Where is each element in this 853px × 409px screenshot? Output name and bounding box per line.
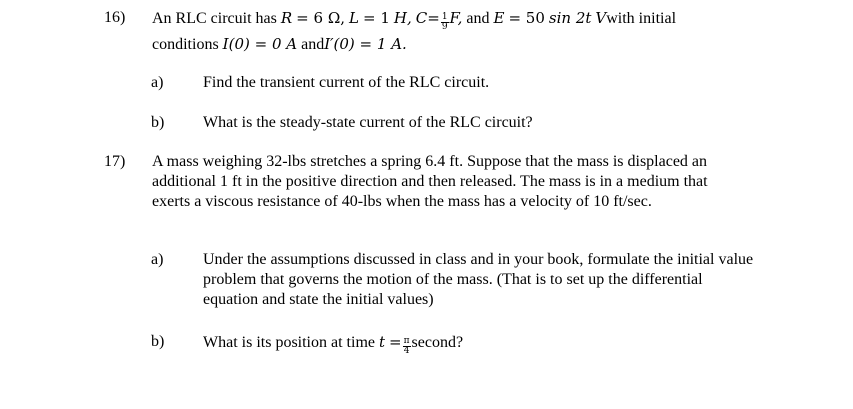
- q17-t-equals: =: [389, 333, 402, 351]
- q16-R-value: = 6 Ω,: [296, 9, 346, 27]
- q16-V-symbol: V: [595, 9, 607, 27]
- q16-with-initial: with initial: [606, 10, 677, 27]
- q16-and: and: [466, 10, 490, 27]
- q16-C-denominator: 9: [441, 22, 448, 32]
- q17-t-symbol: t: [378, 333, 386, 351]
- q16-C-symbol: C: [415, 9, 428, 27]
- q17-part-b-pre: What is its position at time: [203, 334, 375, 351]
- q16-statement-line1: [152, 8, 676, 32]
- q16-C-numerator: 1: [441, 12, 448, 22]
- q16-H-symbol: H,: [393, 9, 412, 27]
- q16-initial-current-derivative: I′(0) = 1 A.: [324, 35, 407, 53]
- q16-L-symbol: L: [349, 9, 359, 27]
- q16-F-symbol: F,: [449, 9, 463, 27]
- q16-statement-line2: [152, 34, 407, 55]
- q17-t-fraction: [403, 337, 411, 356]
- q16-and-2: and: [301, 36, 325, 53]
- q16-part-b-label: b): [151, 114, 165, 131]
- q17-t-numerator: π: [403, 336, 410, 346]
- q16-intro: An RLC circuit has: [152, 10, 277, 27]
- question-number-17: 17): [104, 153, 126, 170]
- q16-E-function: sin 2t: [548, 9, 592, 27]
- q17-part-a-label: a): [151, 251, 164, 268]
- q16-E-value: = 50: [508, 9, 545, 27]
- q16-C-fraction: [441, 13, 449, 32]
- q17-part-b-post: second?: [411, 334, 464, 351]
- q17-t-denominator: 4: [403, 346, 410, 356]
- q16-conditions-word: conditions: [152, 36, 219, 53]
- q17-statement: A mass weighing 32-lbs stretches a spring 6.4 ft. Suppose that the mass is displaced an additional 1 ft in the positive direction and then released. The mass is in a medium that exerts a viscous resistance of 40-lbs when the mass has a velocity of 10 ft/sec.: [152, 153, 708, 210]
- q16-part-a-label: a): [151, 74, 164, 91]
- q16-part-a-text: Find the transient current of the RLC circuit.: [203, 74, 490, 91]
- q16-E-symbol: E: [493, 9, 505, 27]
- q17-part-b-label: b): [151, 333, 165, 350]
- q17-part-b-text: [203, 332, 463, 356]
- q16-L-value: = 1: [363, 9, 390, 27]
- q16-initial-current: I(0) = 0 A: [222, 35, 298, 53]
- q17-part-a-text: Under the assumptions discussed in class and in your book, formulate the initial value problem that governs the motion of the mass. (That is to set up the differential equation and state the initial values): [203, 251, 754, 308]
- q16-C-equals: =: [427, 9, 440, 27]
- q16-R-symbol: R: [280, 9, 293, 27]
- question-number-16: 16): [104, 9, 126, 26]
- q16-part-b-text: What is the steady-state current of the RLC circuit?: [203, 114, 533, 131]
